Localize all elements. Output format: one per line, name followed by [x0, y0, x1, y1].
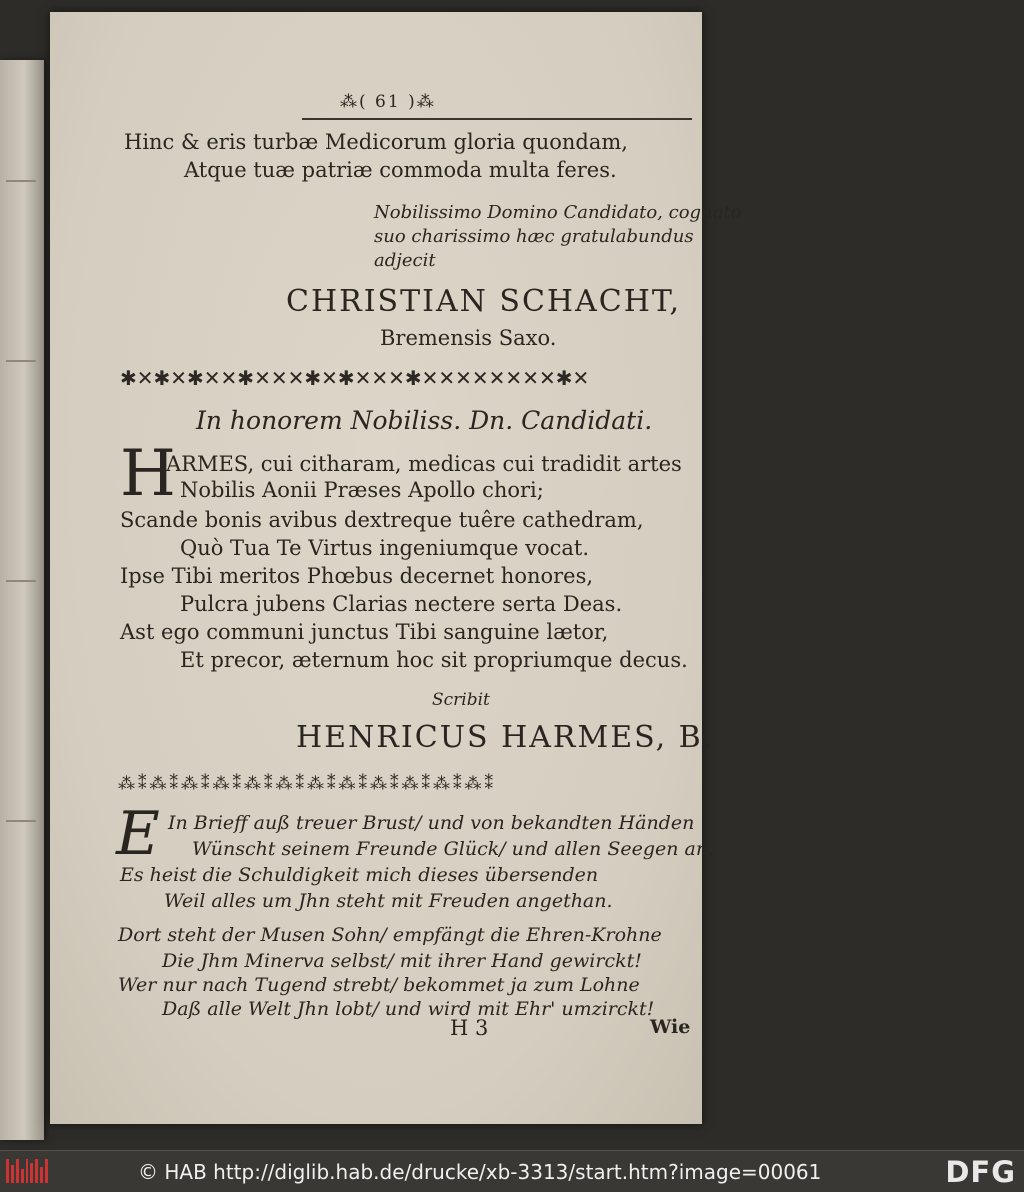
verse-line: ARMES, cui citharam, medicas cui tradidit artes [166, 452, 682, 476]
verse-line: Wer nur nach Tugend strebt/ bekommet ja zum Lohne [118, 974, 640, 996]
poem-title: In honorem Nobiliss. Dn. Candidati. [196, 406, 653, 435]
author-name: HENRICUS HARMES, B. [296, 720, 715, 755]
verse-line: In Brieff auß treuer Brust/ und von bekandten Händen [168, 812, 695, 834]
verse-line: Dort steht der Musen Sohn/ empfängt die Ehren-Krohne [118, 924, 662, 946]
author-origin: Bremensis Saxo. [380, 326, 557, 350]
author-name: CHRISTIAN SCHACHT, [286, 284, 682, 319]
dfg-logo: DFG [945, 1155, 1016, 1189]
verse-line: Wünscht seinem Freunde Glück/ und allen Seegen an. [192, 838, 715, 860]
hab-logo-icon [6, 1159, 48, 1183]
verse-line: Ipse Tibi meritos Phœbus decernet honores, [120, 564, 594, 588]
catchword: Wie [650, 1016, 691, 1038]
header-rule [302, 118, 692, 120]
drop-cap: H [120, 437, 176, 511]
verse-line: Es heist die Schuldigkeit mich dieses übersenden [120, 864, 599, 886]
book-page [50, 12, 742, 1124]
dedication-line: suo charissimo hæc gratulabundus [374, 226, 694, 247]
verse-line: Atque tuæ patriæ commoda multa feres. [184, 158, 617, 182]
verse-line: Die Jhm Minerva selbst/ mit ihrer Hand gewirckt! [162, 950, 642, 972]
drop-cap: E [116, 799, 160, 869]
verse-line: Ast ego communi junctus Tibi sanguine lætor, [120, 620, 609, 644]
verse-line: Scande bonis avibus dextreque tuêre cathedram, [120, 508, 644, 532]
scribit-label: Scribit [432, 690, 490, 710]
copyright-link[interactable]: © HAB http://diglib.hab.de/drucke/xb-3313/start.htm?image=00061 [138, 1160, 822, 1184]
previous-page-edge [0, 60, 44, 1140]
verse-line: Pulcra jubens Clarias nectere serta Deas. [180, 592, 623, 616]
running-head: ⁂( 61 )⁂ [340, 92, 436, 112]
dedication-line: adjecit [374, 250, 436, 271]
verse-line: Daß alle Welt Jhn lobt/ und wird mit Ehr' umzirckt! [162, 998, 655, 1020]
verse-line: Et precor, æternum hoc sit propriumque decus. [180, 648, 688, 672]
verse-line: Hinc & eris turbæ Medicorum gloria quondam, [124, 130, 628, 154]
ornament-row: ✱✕✱✕✱✕✕✱✕✕✕✱✕✱✕✕✕✱✕✕✕✕✕✕✕✕✱✕ [120, 366, 590, 390]
signature-mark: H 3 [450, 1016, 489, 1040]
ornament-row: ⁂⁑⁂⁑⁂⁑⁂⁑⁂⁑⁂⁑⁂⁑⁂⁑⁂⁑⁂⁑⁂⁑⁂⁑ [118, 774, 496, 794]
verse-line: Weil alles um Jhn steht mit Freuden angethan. [164, 890, 613, 912]
dedication-line: Nobilissimo Domino Candidato, cognato [374, 202, 742, 223]
viewer-footer [0, 1150, 1024, 1192]
verse-line: Quò Tua Te Virtus ingeniumque vocat. [180, 536, 589, 560]
verse-line: Nobilis Aonii Præses Apollo chori; [180, 478, 544, 502]
